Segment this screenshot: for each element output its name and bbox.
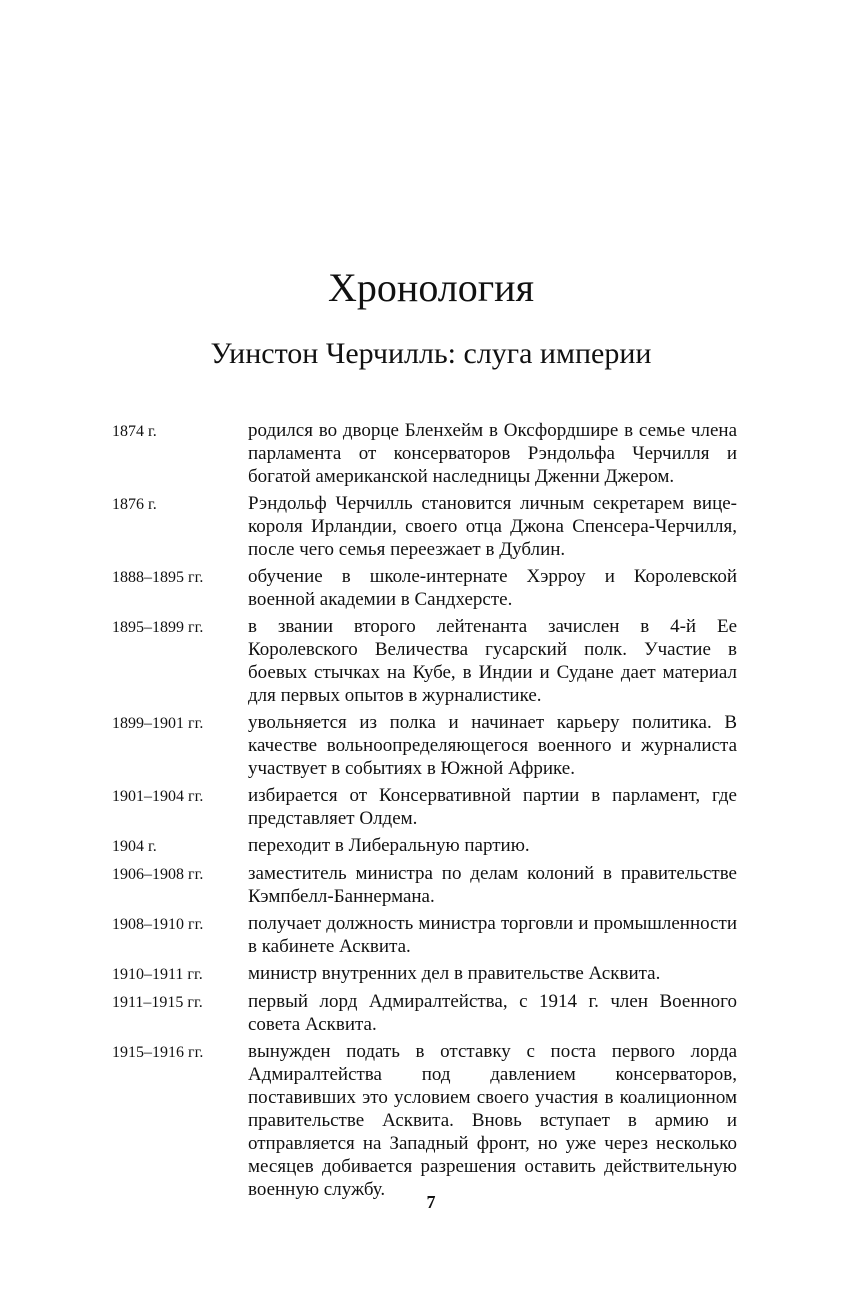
entry-date: 1899–1901 гг. — [112, 715, 204, 732]
entry-text: вынужден подать в отставку с поста первого лорда Адмиралтейства под давлением консерваторов, поставивших это условием своего участия в коалиционном правительстве Асквита. Вновь вступает в армию и отправляется на Западный фронт, но уже через несколько месяцев добивается разрешения оставить действительную военную службу. — [248, 1041, 737, 1200]
entry-text: Рэндольф Черчилль становится личным секретарем вице-короля Ирландии, своего отца Джона Спенсера-Черчилля, после чего семья переезжает в Дублин. — [248, 493, 737, 560]
entry-date: 1906–1908 гг. — [112, 866, 204, 883]
entry-date: 1911–1915 гг. — [112, 994, 203, 1011]
chronology-list — [112, 419, 737, 1205]
entry-text: первый лорд Адмиралтейства, с 1914 г. член Военного совета Асквита. — [248, 991, 737, 1035]
entry-date: 1895–1899 гг. — [112, 619, 204, 636]
chronology-entry — [112, 711, 737, 780]
chronology-entry — [112, 615, 737, 707]
chronology-entry — [112, 1040, 737, 1201]
entry-date: 1904 г. — [112, 838, 157, 855]
page-title: Хронология — [328, 265, 534, 310]
entry-text: переходит в Либеральную партию. — [248, 835, 530, 856]
entry-date: 1876 г. — [112, 496, 157, 513]
page-number: 7 — [426, 1192, 436, 1212]
chronology-entry — [112, 990, 737, 1036]
chronology-entry — [112, 962, 737, 986]
entry-date: 1910–1911 гг. — [112, 966, 203, 983]
chronology-entry — [112, 862, 737, 908]
chronology-entry — [112, 834, 737, 858]
entry-text: родился во дворце Бленхейм в Оксфордшире в семье члена парламента от консерваторов Рэндольфа Черчилля и богатой американской наследницы Дженни Джером. — [248, 420, 737, 487]
entry-date: 1901–1904 гг. — [112, 788, 204, 805]
entry-text: увольняется из полка и начинает карьеру политика. В качестве вольноопределяющегося военного и журналиста участвует в событиях в Южной Африке. — [248, 712, 737, 779]
chronology-entry — [112, 492, 737, 561]
entry-text: министр внутренних дел в правительстве Асквита. — [248, 963, 661, 984]
entry-date: 1915–1916 гг. — [112, 1044, 204, 1061]
entry-text: получает должность министра торговли и промышленности в кабинете Асквита. — [248, 913, 737, 957]
entry-text: обучение в школе-интернате Хэрроу и Королевской военной академии в Сандхерсте. — [248, 566, 737, 610]
entry-text: в звании второго лейтенанта зачислен в 4-й Ее Королевского Величества гусарский полк. Участие в боевых стычках на Кубе, в Индии и Судане дает материал для первых опытов в журналистике. — [248, 616, 737, 706]
entry-date: 1908–1910 гг. — [112, 916, 204, 933]
chronology-entry — [112, 784, 737, 830]
chronology-entry — [112, 419, 737, 488]
chronology-entry — [112, 565, 737, 611]
entry-text: избирается от Консервативной партии в парламент, где представляет Олдем. — [248, 785, 737, 829]
entry-text: заместитель министра по делам колоний в правительстве Кэмпбелл-Баннермана. — [248, 863, 737, 907]
page-subtitle: Уинстон Черчилль: слуга империи — [210, 337, 652, 370]
chronology-entry — [112, 912, 737, 958]
entry-date: 1874 г. — [112, 423, 157, 440]
entry-date: 1888–1895 гг. — [112, 569, 204, 586]
